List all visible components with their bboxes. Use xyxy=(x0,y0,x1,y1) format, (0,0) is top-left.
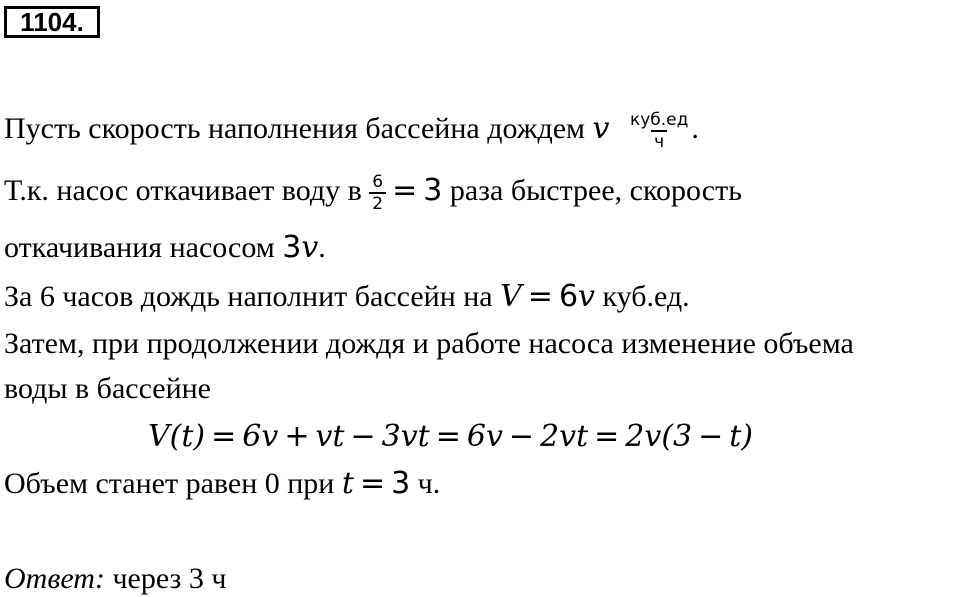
coef: 3 xyxy=(282,230,302,265)
var-t: t xyxy=(341,466,354,501)
formula-operator: + xyxy=(284,419,310,454)
coef: 6 xyxy=(558,279,579,314)
line-end: . xyxy=(691,111,699,145)
var-v: v xyxy=(578,279,595,314)
line-then: Затем, при продолжении дождя и работе насоса изменение объема xyxy=(4,327,854,360)
fraction-numerator: куб.ед xyxy=(629,110,689,130)
formula-term: V(t) xyxy=(148,419,206,454)
unit-fraction xyxy=(627,110,691,152)
line-pump-ratio xyxy=(4,172,742,214)
problem-number: 1104. xyxy=(4,6,100,38)
line-pool-water: воды в бассейне xyxy=(4,372,211,405)
formula-operator: = xyxy=(594,419,620,454)
line-text: За 6 часов дождь наполнит бассейн на xyxy=(4,280,501,313)
volume-formula xyxy=(148,419,753,455)
ratio-value: 3 xyxy=(423,172,443,208)
line-rest: куб.ед. xyxy=(594,280,690,313)
formula-term: t) xyxy=(729,419,754,454)
formula-term: 6v xyxy=(466,419,503,454)
formula-term: 2vt xyxy=(540,419,589,454)
line-rest: раза быстрее, скорость xyxy=(442,173,742,207)
line-pump-speed xyxy=(4,230,326,266)
formula-operator: − xyxy=(350,419,376,454)
equals-sign: = xyxy=(359,466,386,501)
fraction-denominator: 2 xyxy=(369,192,386,214)
equals-sign: = xyxy=(392,172,418,208)
line-text: откачивания насосом xyxy=(4,231,283,264)
line-text: Т.к. насос откачивает воду в xyxy=(4,173,370,207)
line-six-hours xyxy=(4,279,690,315)
line-text: Пусть скорость наполнения бассейна дождем xyxy=(4,111,593,145)
formula-operator: = xyxy=(435,419,461,454)
formula-term: 3vt xyxy=(381,419,430,454)
answer-line xyxy=(4,561,226,597)
var-v: v xyxy=(592,110,610,146)
formula-operator: − xyxy=(508,419,535,454)
formula-operator: = xyxy=(211,419,237,454)
var-v: v xyxy=(301,230,319,265)
line-volume-zero xyxy=(4,466,440,502)
formula-operator: − xyxy=(698,419,724,454)
var-V: V xyxy=(500,279,522,314)
value: 3 xyxy=(391,466,411,501)
line-rain-speed xyxy=(4,110,699,152)
answer-text: через 3 ч xyxy=(104,562,227,595)
answer-label: Ответ: xyxy=(4,562,105,595)
formula-term: 2v(3 xyxy=(625,419,693,454)
fraction-denominator: ч xyxy=(651,130,667,152)
line-text: Объем станет равен 0 при xyxy=(4,467,342,500)
ratio-fraction xyxy=(369,172,386,214)
line-end: . xyxy=(318,231,326,264)
formula-term: 6v xyxy=(242,419,279,454)
formula-term: vt xyxy=(315,419,345,454)
equals-sign: = xyxy=(527,279,553,314)
line-rest: ч. xyxy=(410,467,441,500)
fraction-numerator: 6 xyxy=(372,172,384,192)
